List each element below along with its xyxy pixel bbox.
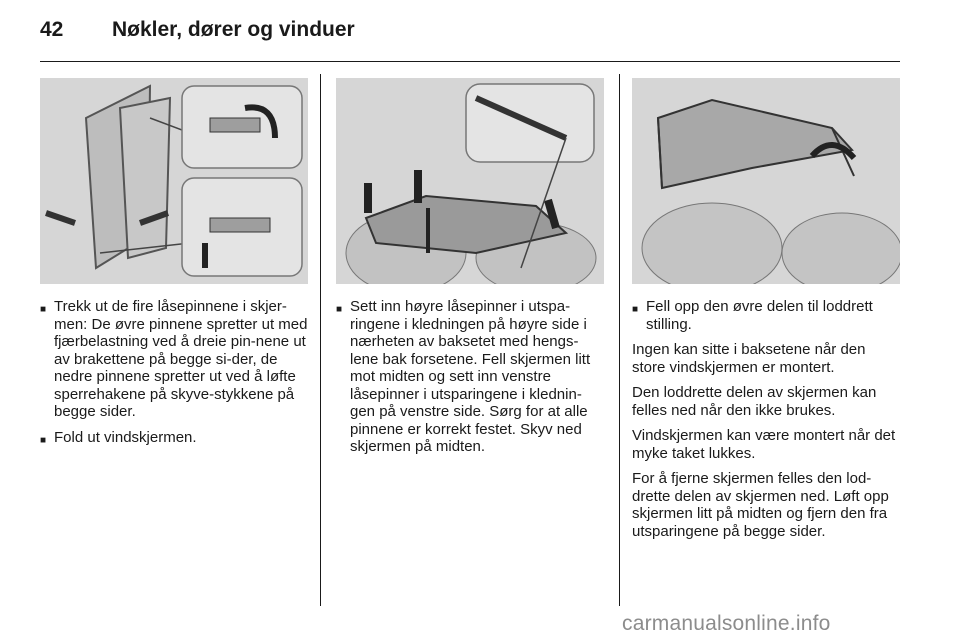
- list-item: [632, 298, 900, 333]
- watermark: carmanualsonline.info: [622, 612, 831, 635]
- page-number: 42: [40, 18, 64, 41]
- bullet-icon: ■: [40, 304, 47, 315]
- column-divider: [320, 74, 321, 606]
- windscreen-installed-illustration: [632, 78, 900, 284]
- page-header: [40, 18, 355, 48]
- column-divider: [619, 74, 620, 606]
- list-item-text: Sett inn høyre låsepinner i utspa-ringene i kledningen på høyre side i nærheten av baksetet med hengs-lene bak forsetene. Fell skjermen litt mot midten og sett inn venstre låsepinner i utsparingene i klednin-gen på venstre side. Sørg for at alle pinnene er korrekt festet. Skyv ned skjermen på midten.: [350, 298, 591, 455]
- column-2: [336, 78, 604, 464]
- list-item-text: Fold ut vindskjermen.: [54, 428, 197, 446]
- list-item: [336, 298, 604, 456]
- column-3: [632, 78, 900, 548]
- chapter-title: Nøkler, dører og vinduer: [112, 18, 355, 41]
- list-item: [40, 298, 308, 421]
- column-1: [40, 78, 308, 457]
- list-item-text: Trekk ut de fire låsepinnene i skjer-men: De øvre pinnene spretter ut med fjærbelastning ved å dreie pin-nene ut av brakettene på begge si-der, de nedre pinnene spretter ut ved å løfte sperrehakene på skyve-stykkene på begge sider.: [54, 298, 308, 420]
- bullet-icon: ■: [40, 434, 47, 446]
- list-item-text: Fell opp den øvre delen til loddrett stilling.: [646, 298, 873, 333]
- paragraph: Vindskjermen kan være montert når det myke taket lukkes.: [632, 427, 896, 462]
- bullet-icon: ■: [336, 304, 343, 315]
- windscreen-insert-illustration: [336, 78, 604, 284]
- windscreen-mount-pins-illustration: [40, 78, 308, 284]
- paragraph: For å fjerne skjermen felles den lod-drette delen av skjermen ned. Løft opp skjermen litt på midten og fjern den fra utsparingene på begge sider.: [632, 470, 889, 540]
- header-rule: [40, 61, 900, 62]
- bullet-icon: ■: [632, 304, 639, 315]
- paragraph: Ingen kan sitte i baksetene når den store vindskjermen er montert.: [632, 341, 866, 376]
- list-item: [40, 429, 308, 450]
- paragraph: Den loddrette delen av skjermen kan felles ned når den ikke brukes.: [632, 384, 877, 419]
